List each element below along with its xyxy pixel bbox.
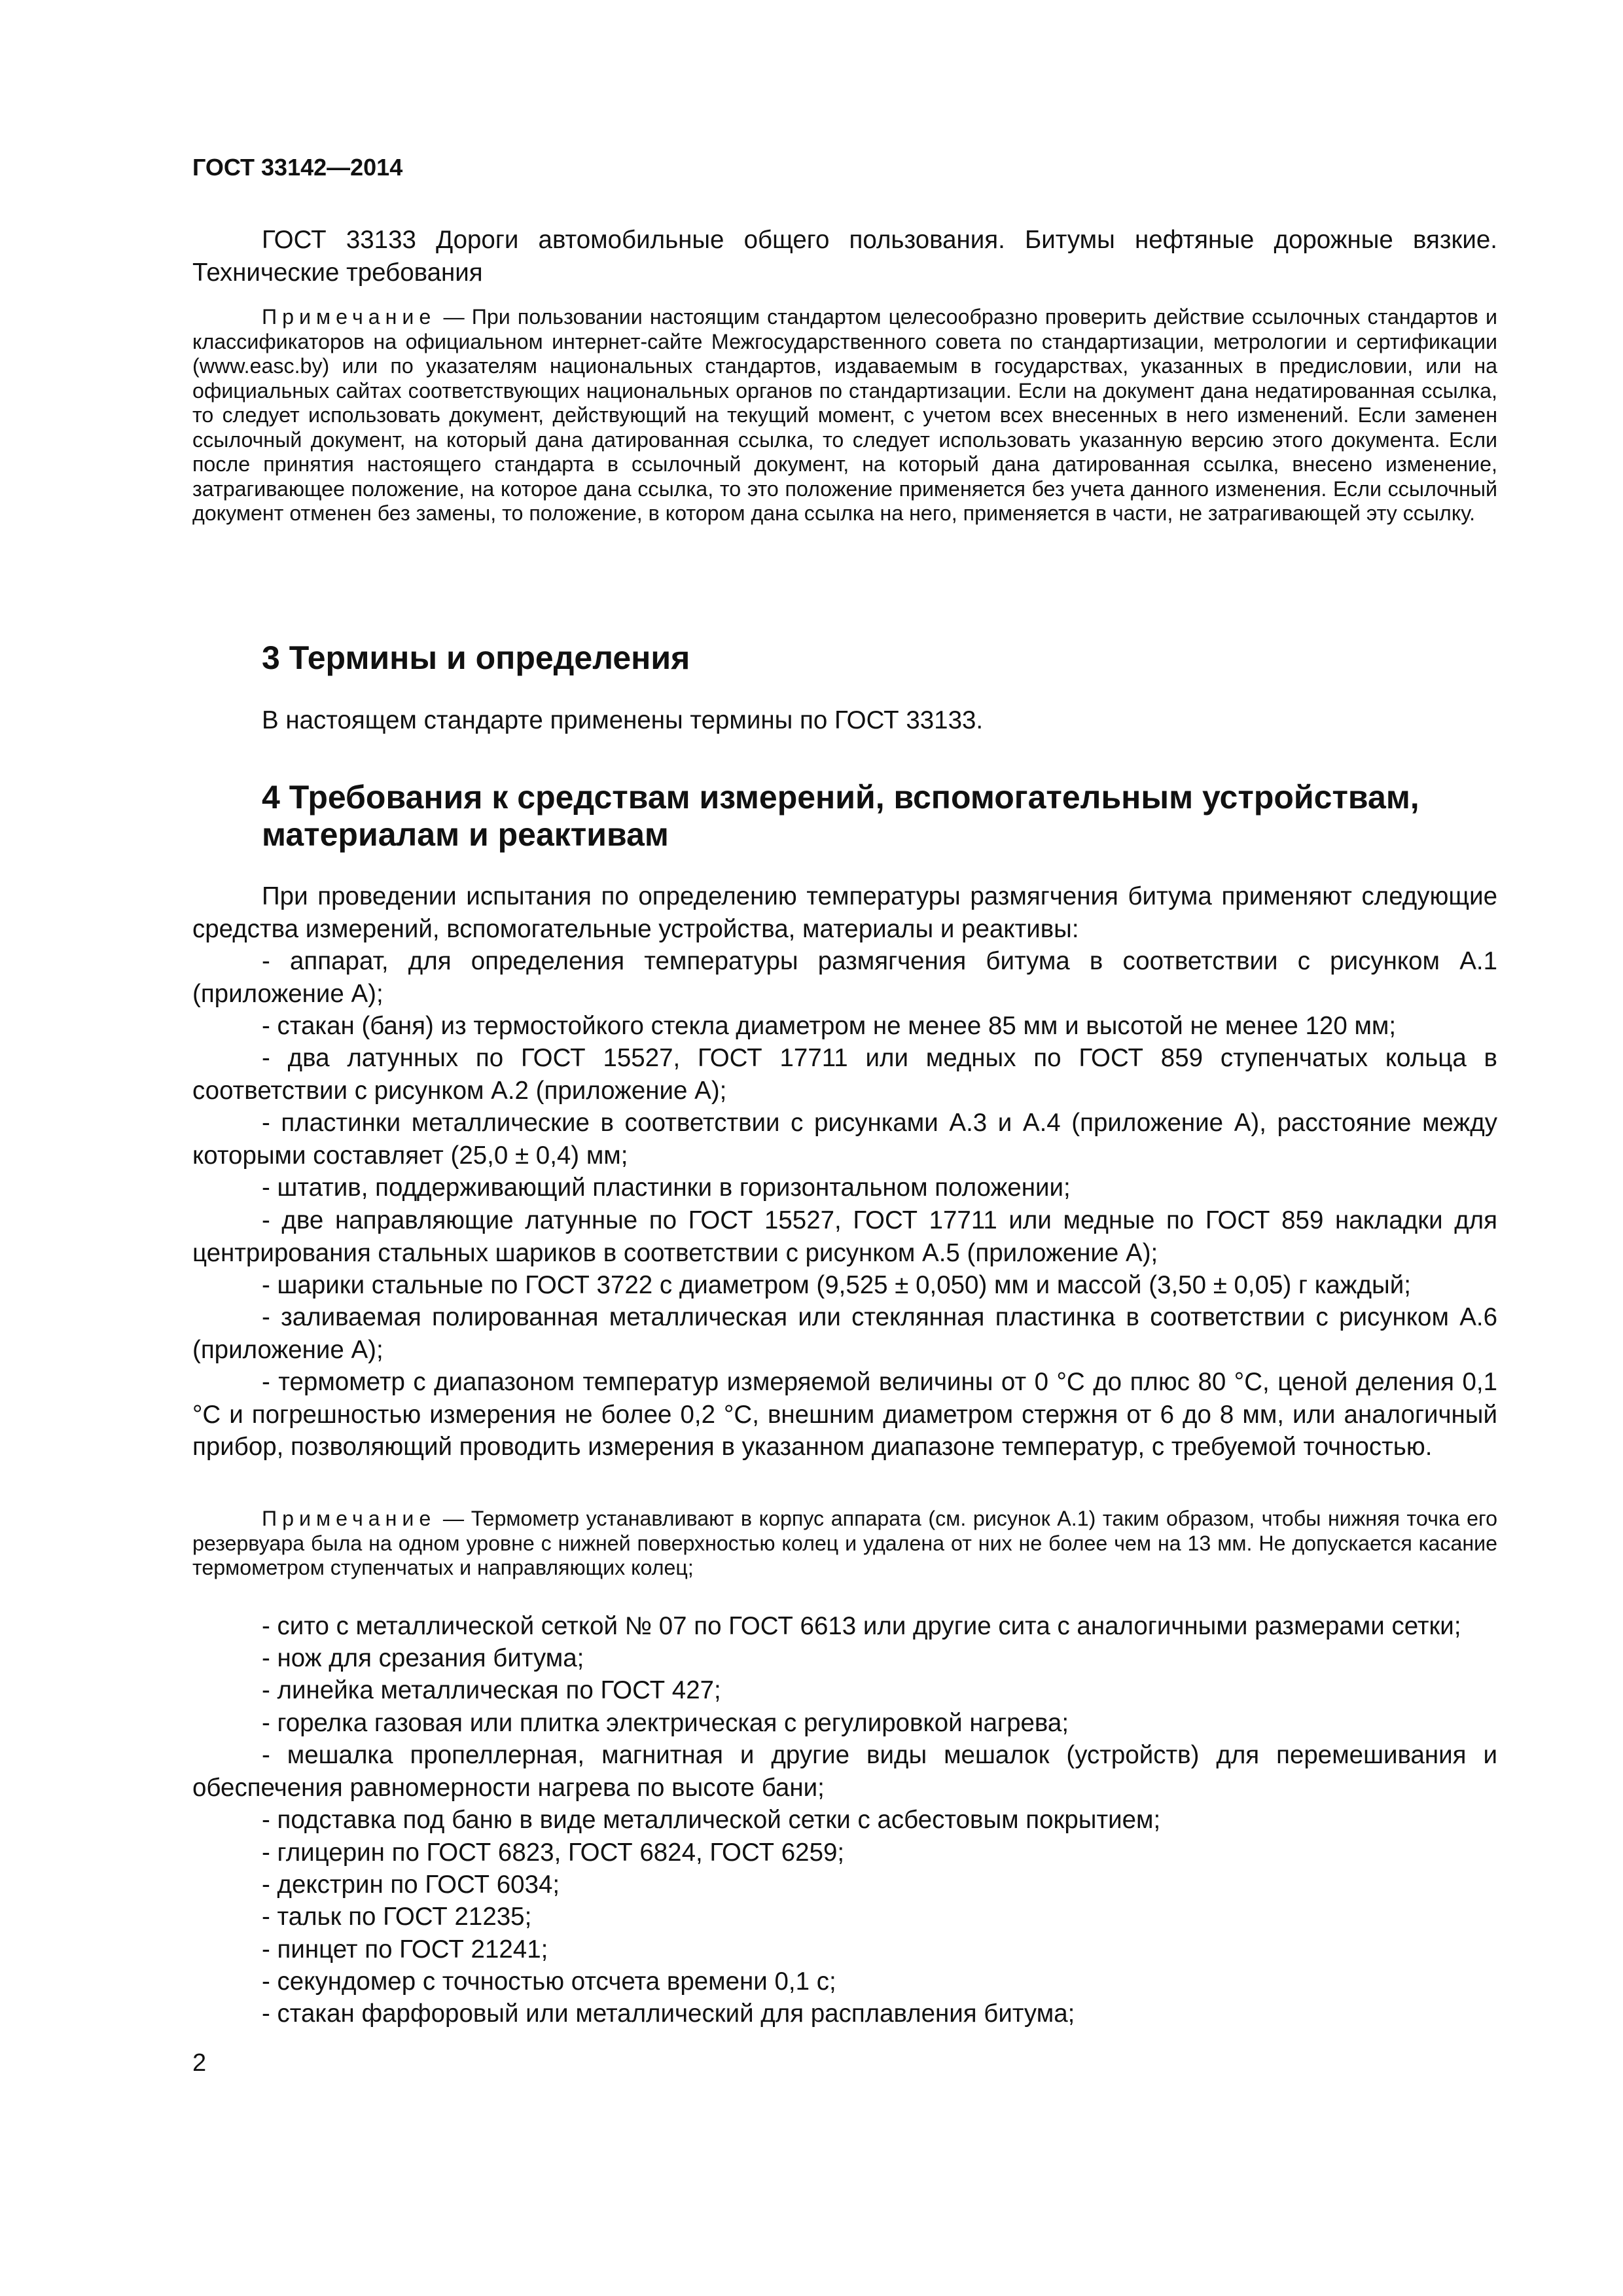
list-item: - нож для срезания битума; bbox=[262, 1644, 584, 1672]
list-item: - подставка под баню в виде металлической сетки с асбестовым покрытием; bbox=[262, 1806, 1161, 1834]
list-item: - мешалка пропеллерная, магнитная и другие виды мешалок (устройств) для перемешивания и обеспечения равномерности нагрева по высоте бани; bbox=[192, 1741, 1497, 1802]
list-item: - две направляющие латунные по ГОСТ 15527, ГОСТ 17711 или медные по ГОСТ 859 накладки для центрирования стальных шариков в соответствии с рисунком А.5 (приложение А); bbox=[192, 1206, 1497, 1267]
page-number: 2 bbox=[192, 2049, 207, 2077]
note-label: Примечание bbox=[262, 1507, 437, 1530]
list-item: - штатив, поддерживающий пластинки в горизонтальном положении; bbox=[262, 1174, 1071, 1202]
note-thermometer bbox=[192, 1507, 1497, 1581]
list-item: - декстрин по ГОСТ 6034; bbox=[262, 1871, 560, 1899]
reference-gost-33133: ГОСТ 33133 Дороги автомобильные общего пользования. Битумы нефтяные дорожные вязкие. Технические требования bbox=[192, 226, 1497, 287]
note-references bbox=[192, 305, 1497, 526]
section-3-heading: 3 Термины и определения bbox=[262, 639, 690, 676]
list-item: - тальк по ГОСТ 21235; bbox=[262, 1903, 532, 1931]
note-label: Примечание bbox=[262, 305, 437, 329]
list-item: - линейка металлическая по ГОСТ 427; bbox=[262, 1676, 721, 1704]
list-item: - стакан фарфоровый или металлический для расплавления битума; bbox=[262, 2000, 1075, 2028]
list-item: - стакан (баня) из термостойкого стекла диаметром не менее 85 мм и высотой не менее 120 мм; bbox=[262, 1012, 1397, 1040]
list-item: - термометр с диапазоном температур измеряемой величины от 0 °С до плюс 80 °С, ценой деления 0,1 °С и погрешностью измерения не более 0,2 °С, внешним диаметром стержня от 6 до 8 мм, или аналогичный прибор, позволяющий проводить измерения в указанном диапазоне температур, с требуемой точностью. bbox=[192, 1368, 1497, 1461]
list-item: - глицерин по ГОСТ 6823, ГОСТ 6824, ГОСТ 6259; bbox=[262, 1839, 845, 1867]
section-4-heading: 4 Требования к средствам измерений, вспомогательным устройствам, материалам и реактивам bbox=[262, 779, 1419, 853]
list-item: - пластинки металлические в соответствии с рисунками А.3 и А.4 (приложение А), расстояние между которыми составляет (25,0 ± 0,4) мм; bbox=[192, 1109, 1497, 1170]
note-text: — Термометр устанавливают в корпус аппарата (см. рисунок А.1) таким образом, чтобы нижняя точка его резервуара была на одном уровне с нижней поверхностью колец и удалена от них не более чем на 13 мм. Не допускается касание термометром ступенчатых и направляющих колец; bbox=[192, 1507, 1497, 1579]
note-text: — При пользовании настоящим стандартом целесообразно проверить действие ссылочных стандартов и классификаторов на официальном интернет-сайте Межгосударственного совета по стандартизации, метрологии и сертификации (www.easc.by) или по указателям национальных стандартов, издаваемым в государствах, указанных в предисловии, или на официальных сайтах соответствующих национальных органов по стандартизации. Если на документ дана недатированная ссылка, то следует использовать документ, действующий на текущий момент, с учетом всех внесенных в него изменений. Если заменен ссылочный документ, на который дана датированная ссылка, то следует использовать указанную версию этого документа. Если после принятия настоящего стандарта в ссылочный документ, на который дана датированная ссылка, внесено изменение, затрагивающее положение, на которое дана ссылка, то это положение применяется без учета данного изменения. Если ссылочный документ отменен без замены, то положение, в котором дана ссылка на него, применяется в части, не затрагивающей эту ссылку. bbox=[192, 305, 1497, 525]
list-item: - горелка газовая или плитка электрическая с регулировкой нагрева; bbox=[262, 1709, 1069, 1737]
list-item: - пинцет по ГОСТ 21241; bbox=[262, 1935, 548, 1964]
section-3-text: В настоящем стандарте применены термины по ГОСТ 33133. bbox=[262, 706, 984, 734]
list-item: - заливаемая полированная металлическая или стеклянная пластинка в соответствии с рисунком А.6 (приложение А); bbox=[192, 1303, 1497, 1364]
section-4-intro: При проведении испытания по определению температуры размягчения битума применяют следующие средства измерений, вспомогательные устройства, материалы и реактивы: bbox=[192, 882, 1497, 943]
list-item: - два латунных по ГОСТ 15527, ГОСТ 17711 или медных по ГОСТ 859 ступенчатых кольца в соответствии с рисунком А.2 (приложение А); bbox=[192, 1044, 1497, 1105]
list-item: - шарики стальные по ГОСТ 3722 с диаметром (9,525 ± 0,050) мм и массой (3,50 ± 0,05) г каждый; bbox=[262, 1271, 1411, 1299]
document-number-header: ГОСТ 33142—2014 bbox=[192, 154, 403, 181]
list-item: - секундомер с точностью отсчета времени 0,1 с; bbox=[262, 1967, 836, 1996]
list-item: - сито с металлической сеткой № 07 по ГОСТ 6613 или другие сита с аналогичными размерами сетки; bbox=[262, 1612, 1461, 1640]
list-item: - аппарат, для определения температуры размягчения битума в соответствии с рисунком А.1 (приложение А); bbox=[192, 947, 1497, 1008]
